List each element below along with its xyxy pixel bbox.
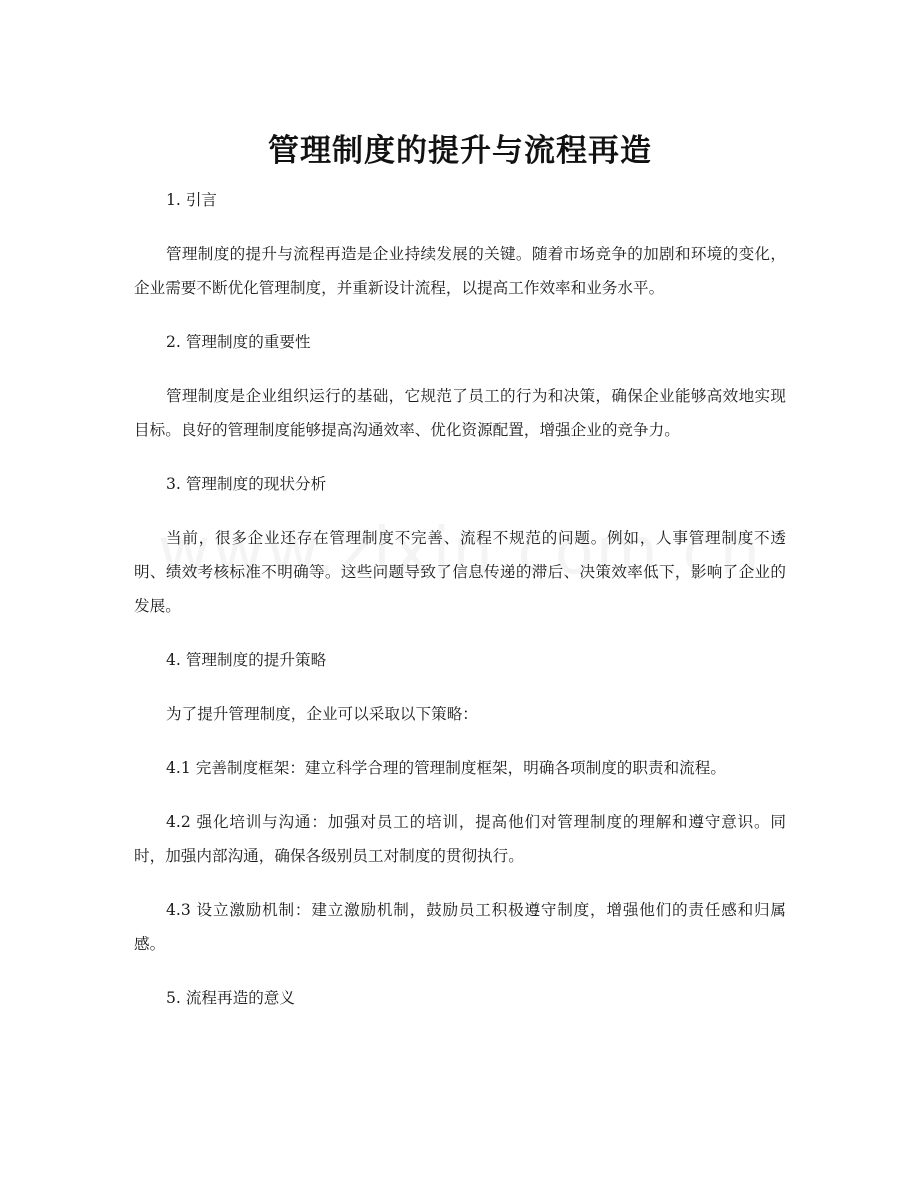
section-heading-importance: 2. 管理制度的重要性	[166, 333, 311, 351]
document-title: 管理制度的提升与流程再造	[268, 132, 652, 169]
paragraph-strategy-4-2: 4.2 强化培训与沟通：加强对员工的培训，提高他们对管理制度的理解和遵守意识。同时，加强内部沟通，确保各级别员工对制度的贯彻执行。	[134, 813, 786, 865]
paragraph-strategy-4-1: 4.1 完善制度框架：建立科学合理的管理制度框架，明确各项制度的职责和流程。	[166, 759, 726, 777]
paragraph-status: 当前，很多企业还存在管理制度不完善、流程不规范的问题。例如，人事管理制度不透明、绩效考核标准不明确等。这些问题导致了信息传递的滞后、决策效率低下，影响了企业的发展。	[134, 529, 786, 615]
section-heading-strategy: 4. 管理制度的提升策略	[166, 651, 327, 669]
paragraph-strategy-intro: 为了提升管理制度，企业可以采取以下策略：	[166, 705, 478, 723]
paragraph-strategy-4-3: 4.3 设立激励机制：建立激励机制，鼓励员工积极遵守制度，增强他们的责任感和归属感。	[134, 901, 786, 953]
section-heading-status: 3. 管理制度的现状分析	[166, 475, 327, 493]
document-body	[134, 183, 786, 1035]
section-heading-reengineering: 5. 流程再造的意义	[166, 989, 295, 1007]
paragraph-intro: 管理制度的提升与流程再造是企业持续发展的关键。随着市场竞争的加剧和环境的变化，企业需要不断优化管理制度，并重新设计流程，以提高工作效率和业务水平。	[134, 245, 786, 297]
section-heading-intro: 1. 引言	[166, 191, 218, 209]
paragraph-importance: 管理制度是企业组织运行的基础，它规范了员工的行为和决策，确保企业能够高效地实现目标。良好的管理制度能够提高沟通效率、优化资源配置，增强企业的竞争力。	[134, 387, 786, 439]
